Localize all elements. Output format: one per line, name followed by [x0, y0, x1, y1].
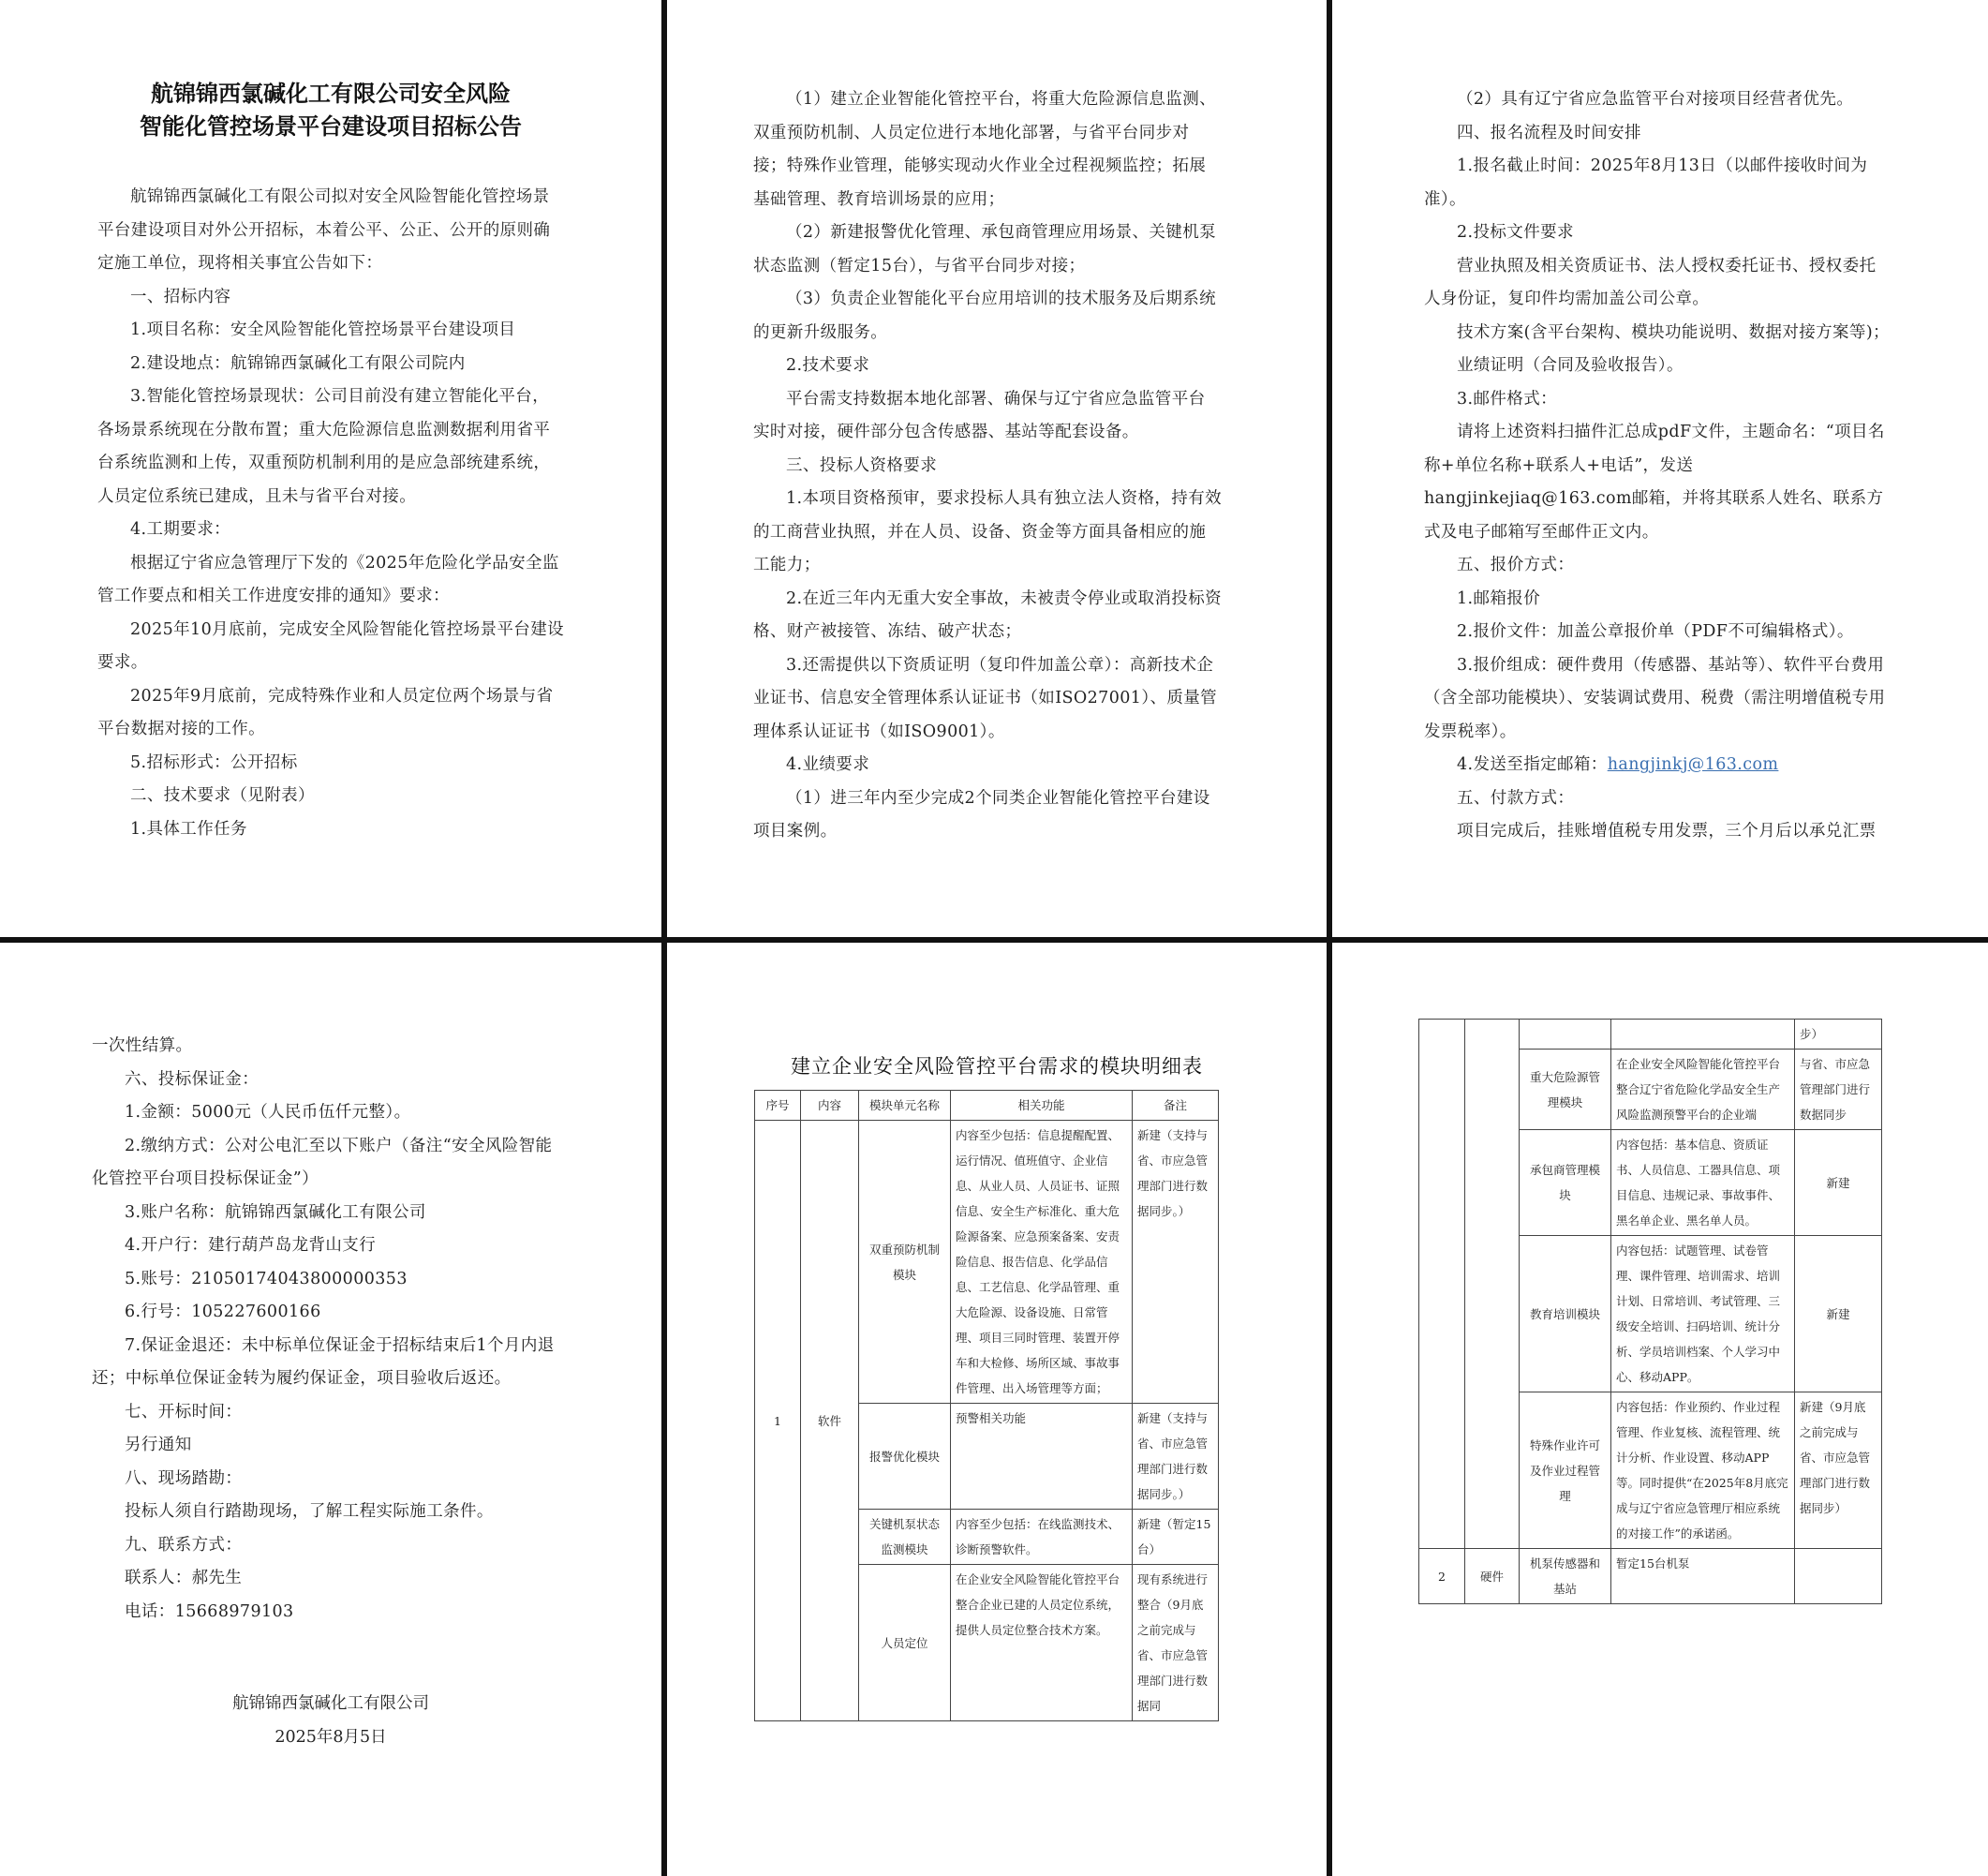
email-paragraph: [1424, 749, 1892, 782]
paragraph: 2.缴纳方式：公对公电汇至以下账户（备注“安全风险智能化管控平台项目投标保证金”）: [92, 1136, 553, 1188]
cell-module: 双重预防机制模块: [859, 1121, 951, 1404]
cell-category: 软件: [801, 1121, 859, 1721]
cell-seq: 1: [755, 1121, 801, 1721]
section-heading: 九、联系方式：: [125, 1535, 243, 1555]
paragraph: 6.行号：105227600166: [125, 1303, 321, 1321]
paragraph: 3.报价组成：硬件费用（传感器、基站等）、软件平台费用（含全部功能模块）、安装调试费用、税费（需注明增值税专用发票税率）。: [1424, 655, 1886, 741]
module-table-part-1: [754, 1090, 1219, 1721]
header-module-name: 模块单元名称: [859, 1091, 951, 1121]
document-page-3: [1332, 0, 1988, 937]
cell-module: 机泵传感器和基站: [1520, 1549, 1611, 1604]
table-header-row: [755, 1091, 1219, 1121]
cell-function: 内容包括：作业预约、作业过程管理、作业复核、流程管理、统计分析、作业设置、移动APP等。同时提供“在2025年8月底完成与辽宁省应急管理厅相应系统的对接工作”的承诺函。: [1611, 1392, 1795, 1549]
page-2-body: [753, 83, 1222, 849]
paragraph: （2）新建报警优化管理、承包商管理应用场景、关键机泵状态监测（暂定15台），与省平台同步对接；: [753, 223, 1217, 275]
paragraph: 请将上述资料扫描件汇总成pdF文件，主题命名：“项目名称+单位名称+联系人+电话”，发送hangjinkejiaq@163.com邮箱，并将其联系人姓名、联系方式及电子邮箱写至邮件正文内。: [1424, 423, 1885, 542]
paragraph: 1.具体工作任务: [130, 819, 247, 839]
announcement-title: [56, 77, 605, 142]
section-heading: 一、招标内容: [130, 287, 231, 306]
paragraph: 2.投标文件要求: [1457, 223, 1574, 242]
table-title: 建立企业安全风险管控平台需求的模块明细表: [791, 1055, 1203, 1078]
paragraph: 3.还需提供以下资质证明（复印件加盖公章）：高新技术企业证书、信息安全管理体系认证证书（如ISO27001）、质量管理体系认证证书（如ISO9001）。: [753, 655, 1218, 741]
cell-category: 硬件: [1465, 1549, 1520, 1604]
cell-function: 内容至少包括：信息提醒配置、运行情况、值班值守、企业信息、从业人员、人员证书、证照信息、安全生产标准化、重大危险源备案、应急预案备案、安责险信息、报告信息、化学品信息、工艺信息、化学品管理、重大危险源、设备设施、日常管理、项目三同时管理、装置开停车和大检修、场所区域、事故事件管理、出入场管理等方面；: [951, 1121, 1133, 1404]
title-line-2: 智能化管控场景平台建设项目招标公告: [140, 112, 522, 140]
paragraph: 5.招标形式：公开招标: [130, 752, 298, 772]
paragraph: 一次性结算。: [92, 1036, 193, 1055]
contact-person: 联系人：郝先生: [125, 1569, 243, 1587]
title-line-1: 航锦锦西氯碱化工有限公司安全风险: [151, 80, 511, 107]
contact-phone: 电话：15668979103: [125, 1601, 294, 1621]
paragraph: 2025年10月底前，完成安全风险智能化管控场景平台建设要求。: [97, 619, 565, 672]
paragraph: 2.建设地点：航锦锦西氯碱化工有限公司院内: [130, 353, 466, 373]
signature-company: 航锦锦西氯碱化工有限公司: [232, 1694, 429, 1713]
paragraph: （2）具有辽宁省应急监管平台对接项目经营者优先。: [1457, 90, 1854, 109]
cell-note: 新建（支持与省、市应急管理部门进行数据同步。）: [1133, 1404, 1219, 1510]
section-heading: 三、投标人资格要求: [786, 455, 938, 475]
section-heading: 六、投标保证金：: [125, 1069, 260, 1089]
cell-note: 与省、市应急管理部门进行数据同步: [1795, 1050, 1882, 1130]
section-heading: 八、现场踏勘：: [125, 1468, 243, 1488]
section-heading: 二、技术要求（见附表）: [130, 786, 315, 805]
cell-module: 人员定位: [859, 1565, 951, 1721]
email-link[interactable]: hangjinkj@163.com: [1607, 755, 1779, 774]
paragraph: 营业执照及相关资质证书、法人授权委托证书、授权委托人身份证，复印件均需加盖公司公章。: [1424, 256, 1877, 308]
cell-note: 新建（9月底之前完成与省、市应急管理部门进行数据同步）: [1795, 1392, 1882, 1549]
paragraph: 4.业绩要求: [786, 755, 870, 774]
cell-function: 在企业安全风险智能化管控平台整合企业已建的人员定位系统，提供人员定位整合技术方案。: [951, 1565, 1133, 1721]
cell-function: 内容包括：试题管理、试卷管理、课件管理、培训需求、培训计划、日常培训、考试管理、三级安全培训、扫码培训、统计分析、学员培训档案、个人学习中心、移动APP。: [1611, 1236, 1795, 1392]
cell-function-empty: [1611, 1020, 1795, 1050]
cell-module: 承包商管理模块: [1520, 1130, 1611, 1236]
header-content: 内容: [801, 1091, 859, 1121]
paragraph: 3.账户名称：航锦锦西氯碱化工有限公司: [125, 1202, 426, 1222]
paragraph: 1.报名截止时间：2025年8月13日（以邮件接收时间为准）。: [1424, 156, 1868, 209]
paragraph: 投标人须自行踏勘现场，了解工程实际施工条件。: [125, 1502, 494, 1521]
header-functions: 相关功能: [951, 1091, 1133, 1121]
cell-seq: 2: [1419, 1549, 1465, 1604]
cell-function: 内容包括：基本信息、资质证书、人员信息、工器具信息、项目信息、违规记录、事故事件、黑名单企业、黑名单人员。: [1611, 1130, 1795, 1236]
cell-function: 暂定15台机泵: [1611, 1549, 1795, 1604]
paragraph: 3.智能化管控场景现状：公司目前没有建立智能化平台，各场景系统现在分散布置；重大危险源信息监测数据利用省平台系统监测和上传，双重预防机制利用的是应急部统建系统，人员定位系统已建成，且未与省平台对接。: [97, 387, 551, 506]
paragraph: 2.技术要求: [786, 356, 870, 375]
paragraph: 根据辽宁省应急管理厅下发的《2025年危险化学品安全监管工作要点和相关工作进度安排的通知》要求：: [97, 553, 559, 605]
cell-category-empty: [1465, 1020, 1520, 1549]
cell-module: 重大危险源管理模块: [1520, 1050, 1611, 1130]
cell-note: 步）: [1795, 1020, 1882, 1050]
cell-note: 现有系统进行整合（9月底之前完成与省、市应急管理部门进行数据同: [1133, 1565, 1219, 1721]
paragraph: 3.邮件格式：: [1457, 389, 1557, 409]
cell-module: 关键机泵状态监测模块: [859, 1510, 951, 1565]
section-heading: 七、开标时间：: [125, 1402, 243, 1422]
paragraph: 2.在近三年内无重大安全事故，未被责令停业或取消投标资格、财产被接管、冻结、破产状态；: [753, 588, 1222, 641]
paragraph: （1）进三年内至少完成2个同类企业智能化管控平台建设项目案例。: [753, 788, 1210, 841]
cell-module-empty: [1520, 1020, 1611, 1050]
section-heading: 四、报名流程及时间安排: [1457, 123, 1641, 142]
paragraph: 2.报价文件：加盖公章报价单（PDF不可编辑格式）。: [1457, 622, 1854, 641]
paragraph: 1.本项目资格预审，要求投标人具有独立法人资格，持有效的工商营业执照，并在人员、设备、资金等方面具备相应的施工能力；: [753, 489, 1222, 574]
cell-function: 在企业安全风险智能化管控平台整合辽宁省危险化学品安全生产风险监测预警平台的企业端: [1611, 1050, 1795, 1130]
document-page-4: [0, 943, 661, 1876]
section-heading: 五、报价方式：: [1457, 556, 1575, 574]
page-4-body: [92, 1030, 560, 1629]
paragraph: 航锦锦西氯碱化工有限公司拟对安全风险智能化管控场景平台建设项目对外公开招标，本着公平、公正、公开的原则确定施工单位，现将相关事宜公告如下：: [97, 187, 551, 273]
paragraph: （1）建立企业智能化管控平台，将重大危险源信息监测、双重预防机制、人员定位进行本地化部署，与省平台同步对接；特殊作业管理，能够实现动火作业全过程视频监控；拓展基础管理、教育培训场景的应用；: [753, 90, 1217, 209]
header-seq: 序号: [755, 1091, 801, 1121]
paragraph: 另行通知: [125, 1436, 192, 1454]
document-page-2: [667, 0, 1327, 937]
section-heading: 五、付款方式：: [1457, 788, 1575, 808]
cell-note: 新建（支持与省、市应急管理部门进行数据同步。）: [1133, 1121, 1219, 1404]
paragraph: 1.项目名称：安全风险智能化管控场景平台建设项目: [130, 320, 516, 339]
cell-module: 报警优化模块: [859, 1404, 951, 1510]
module-table-part-2: [1418, 1019, 1882, 1604]
table-row: [1419, 1549, 1882, 1604]
table-row: [1419, 1020, 1882, 1050]
paragraph: 平台需支持数据本地化部署、确保与辽宁省应急监管平台实时对接，硬件部分包含传感器、基站等配套设备。: [753, 389, 1206, 441]
cell-seq-empty: [1419, 1020, 1465, 1549]
email-label: 4.发送至指定邮箱：: [1457, 755, 1608, 774]
cell-note: 新建（暂定15台）: [1133, 1510, 1219, 1565]
signature-date: 2025年8月5日: [274, 1728, 387, 1747]
cell-function: 预警相关功能: [951, 1404, 1133, 1510]
paragraph: 技术方案(含平台架构、模块功能说明、数据对接方案等)；: [1457, 322, 1890, 342]
paragraph: 5.账号：21050174043800000353: [125, 1269, 408, 1288]
page-3-body: [1424, 83, 1892, 849]
table-row: [755, 1121, 1219, 1404]
cell-note: 新建: [1795, 1130, 1882, 1236]
cell-note: [1795, 1549, 1882, 1604]
paragraph: 1.金额：5000元（人民币伍仟元整）。: [125, 1103, 411, 1122]
header-notes: 备注: [1133, 1091, 1219, 1121]
cell-module: 教育培训模块: [1520, 1236, 1611, 1392]
paragraph: 2025年9月底前，完成特殊作业和人员定位两个场景与省平台数据对接的工作。: [97, 686, 554, 738]
paragraph: 业绩证明（合同及验收报告）。: [1457, 356, 1684, 375]
paragraph: 7.保证金退还：未中标单位保证金于招标结束后1个月内退还；中标单位保证金转为履约保证金，项目验收后返还。: [92, 1335, 555, 1388]
cell-function: 内容至少包括：在线监测技术、诊断预警软件。: [951, 1510, 1133, 1565]
document-page-1: [0, 0, 661, 937]
paragraph: 4.工期要求：: [130, 520, 230, 539]
paragraph: 项目完成后，挂账增值税专用发票，三个月后以承兑汇票: [1457, 822, 1877, 841]
paragraph: 4.开户行：建行葫芦岛龙背山支行: [125, 1236, 377, 1255]
cell-note: 新建: [1795, 1236, 1882, 1392]
paragraph: （3）负责企业智能化平台应用培训的技术服务及后期系统的更新升级服务。: [753, 290, 1217, 342]
paragraph: 1.邮箱报价: [1457, 588, 1541, 608]
cell-module: 特殊作业许可及作业过程管理: [1520, 1392, 1611, 1549]
page-1-body: [97, 181, 564, 846]
